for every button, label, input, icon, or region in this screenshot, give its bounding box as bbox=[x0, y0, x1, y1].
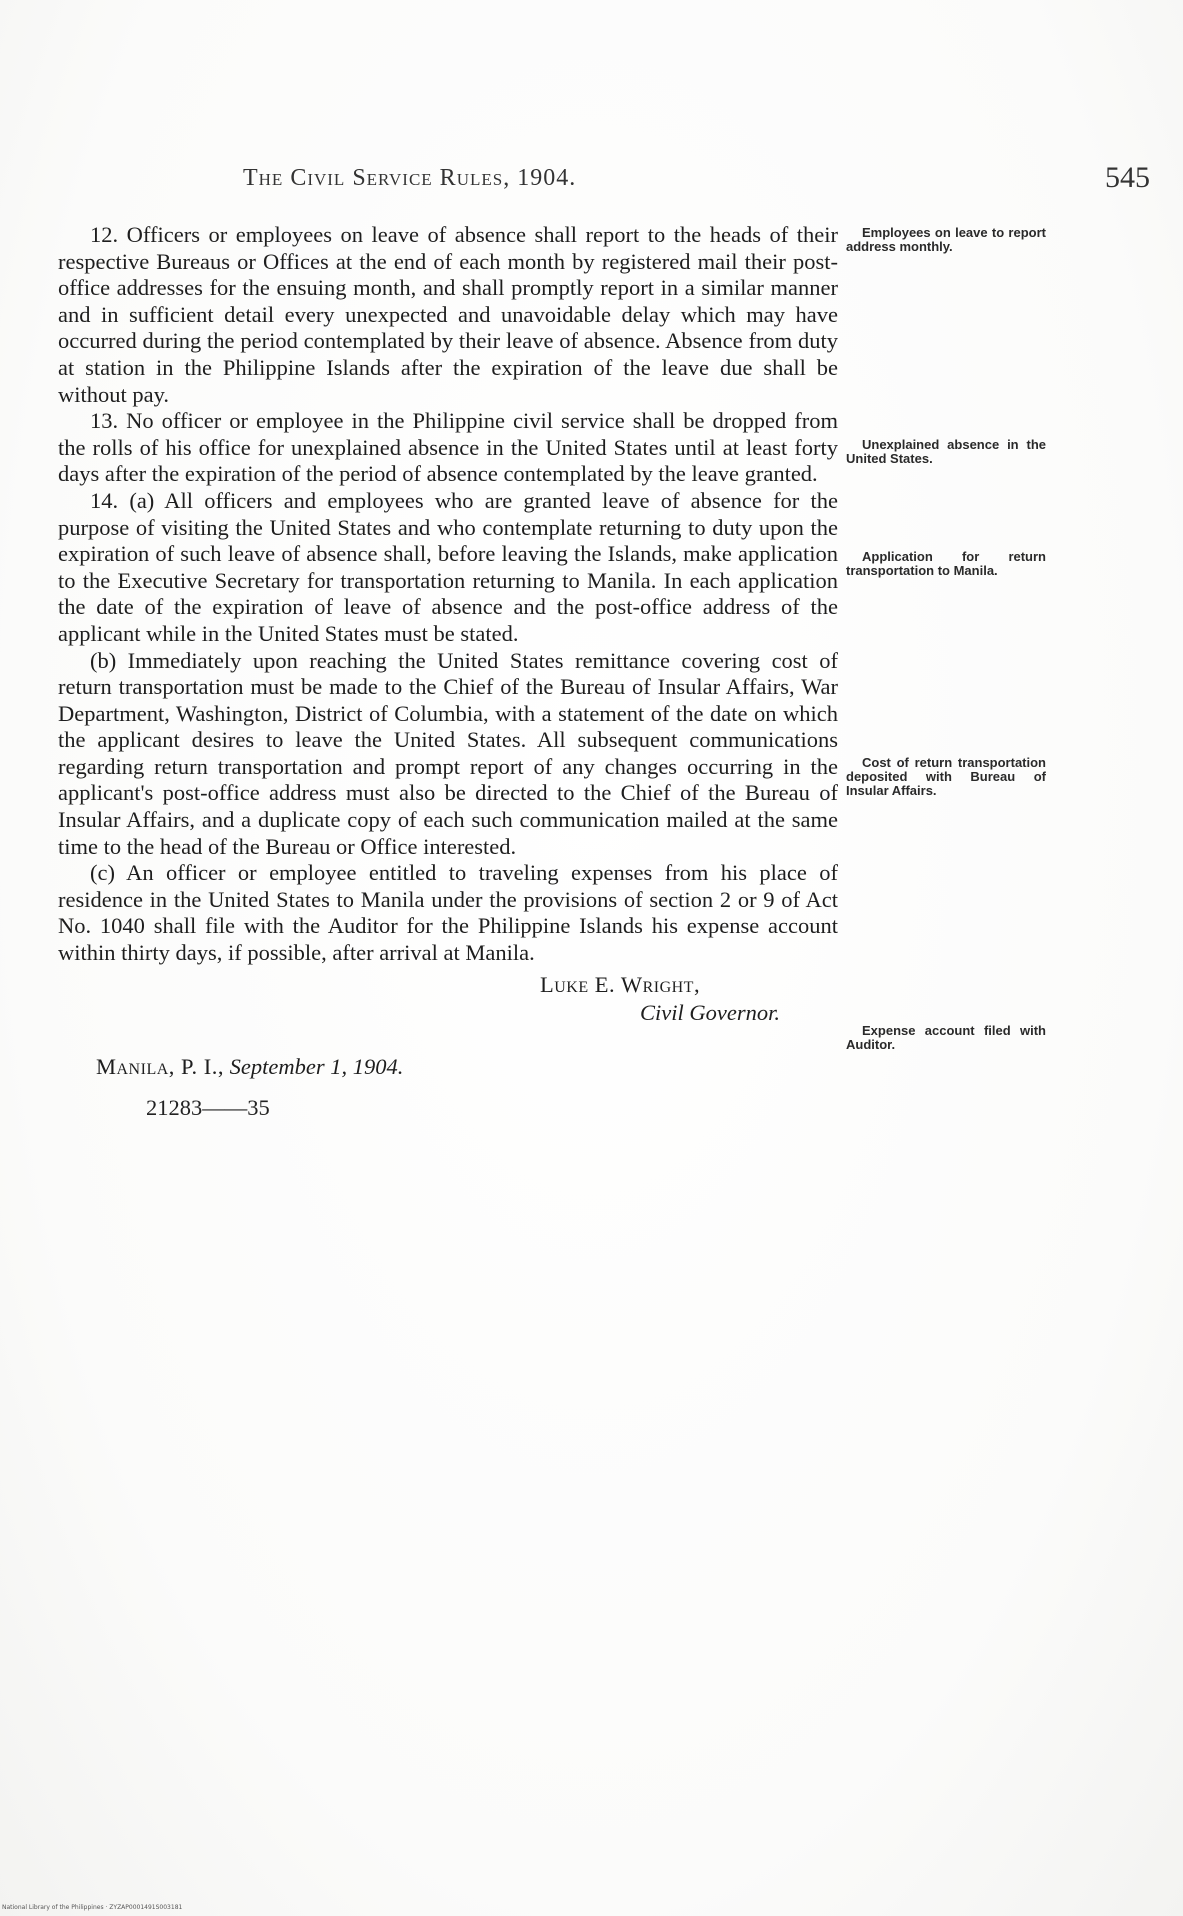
print-code: 21283——35 bbox=[146, 1095, 270, 1120]
signatory-name: Luke E. Wright, bbox=[540, 972, 701, 997]
paragraph-rule-14c: (c) An officer or employee entitled to traveling expenses from his place of residence in the United States to Manila under the provisions of section 2 or 9 of Act No. 1040 shall file with the Auditor for the Philippine Islands his expense account within thirty days, if possible, after arrival at Manila. bbox=[58, 860, 838, 966]
paragraph-rule-14b: (b) Immediately upon reaching the United States remittance covering cost of return transportation must be made to the Chief of the Bureau of Insular Affairs, War Department, Washington, District of Columbia, with a statement of the date on which the applicant desires to leave the United States. All subsequent communications regarding return transportation and prompt report of any changes occurring in the applicant's post-office address must also be directed to the Chief of the Bureau of Insular Affairs, and a duplicate copy of each such communication mailed at the same time to the head of the Bureau or Office interested. bbox=[58, 647, 838, 859]
signatory-title: Civil Governor. bbox=[640, 1000, 780, 1025]
running-title: The Civil Service Rules, 1904. bbox=[243, 165, 577, 191]
running-head bbox=[60, 161, 1150, 201]
dateline-date: September 1, 1904. bbox=[229, 1054, 404, 1079]
paragraph-rule-12: 12. Officers or employees on leave of absence shall report to the heads of their respective Bureaus or Offices at the end of each month by registered mail their post-office addresses for the ensuing month, and shall promptly report in a similar manner and in sufficient detail every unexpected and unavoidable delay which may have occurred during the period contemplated by their leave of absence. Absence from duty at station in the Philippine Islands after the expiration of the leave due shall be without pay. bbox=[58, 222, 838, 407]
dateline bbox=[96, 1053, 696, 1081]
dateline-place: Manila, P. I., bbox=[96, 1054, 225, 1079]
margin-note-employees-on-leave: Employees on leave to report address monthly. bbox=[846, 225, 1046, 254]
page-number: 545 bbox=[1105, 161, 1150, 194]
body-text bbox=[58, 222, 838, 967]
paragraph-rule-13: 13. No officer or employee in the Philippine civil service shall be dropped from the rolls of his office for unexplained absence in the United States until at least forty days after the expiration of the period of absence contemplated by the leave granted. bbox=[58, 408, 838, 487]
margin-note-cost-of-return: Cost of return transportation deposited with Bureau of Insular Affairs. bbox=[846, 755, 1046, 798]
margin-note-expense-account: Expense account filed with Auditor. bbox=[846, 1023, 1046, 1052]
margin-note-application-return: Application for return transportation to Manila. bbox=[846, 549, 1046, 578]
paragraph-rule-14a: 14. (a) All officers and employees who are granted leave of absence for the purpose of visiting the United States and who contemplate returning to duty upon the expiration of such leave of absence shall, before leaving the Islands, make application to the Executive Secretary for transportation returning to Manila. In each application the date of the expiration of leave of absence and the post-office address of the applicant while in the United States must be stated. bbox=[58, 487, 838, 646]
signature-block bbox=[540, 971, 840, 1027]
margin-note-unexplained-absence: Unexplained absence in the United States. bbox=[846, 437, 1046, 466]
footer-credit: National Library of the Philippines · ZYZAP0001491S003181 bbox=[2, 1904, 183, 1911]
